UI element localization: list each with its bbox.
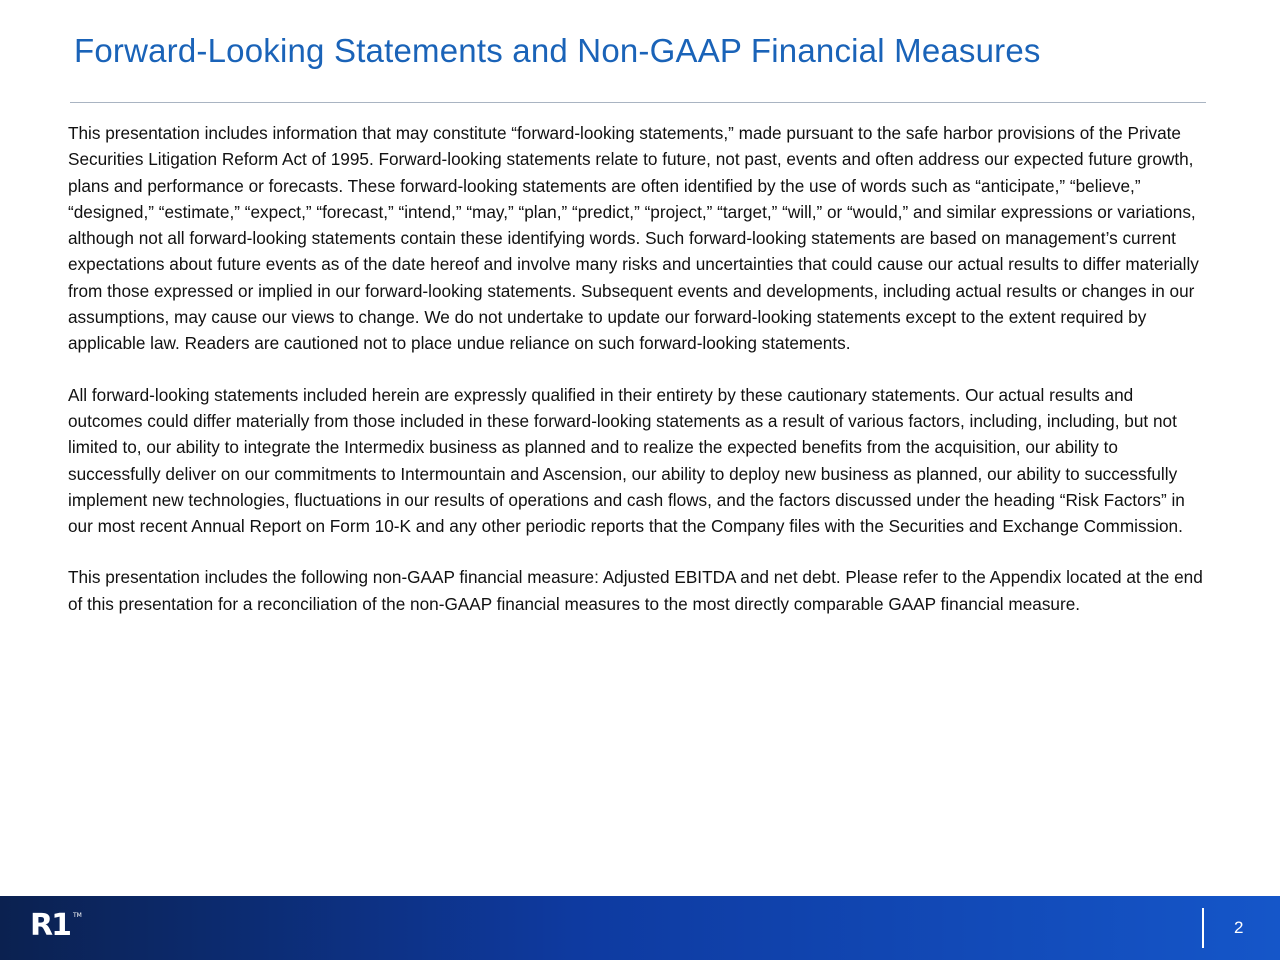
r1-logo [30, 908, 82, 943]
paragraph-cautionary: All forward-looking statements included herein are expressly qualified in their entirety by these cautionary statements. Our actual results and outcomes could differ materially from those included in these forward-looking statements as a result of various factors, including, including, but not limited to, our ability to integrate the Intermedix business as planned and to realize the expected benefits from the acquisition, our ability to successfully deliver on our commitments to Intermountain and Ascension, our ability to deploy new business as planned, our ability to successfully implement new technologies, fluctuations in our results of operations and cash flows, and the factors discussed under the heading “Risk Factors” in our most recent Annual Report on Form 10-K and any other periodic reports that the Company files with the Securities and Exchange Commission. [68, 384, 1185, 537]
footer-divider [1202, 908, 1204, 948]
page-title: Forward-Looking Statements and Non-GAAP Financial Measures [74, 32, 1041, 69]
footer-bar [0, 896, 1280, 960]
page-number: 2 [1234, 918, 1244, 937]
logo-trademark: TM [72, 912, 82, 919]
paragraph-non-gaap: This presentation includes the following non-GAAP financial measure: Adjusted EBITDA and net debt. Please refer to the Appendix located at the end of this presentation for a reconciliation of the non-GAAP financial measures to the most directly comparable GAAP financial measure. [68, 567, 1203, 614]
title-divider [70, 102, 1206, 103]
slide-body [68, 120, 1203, 642]
logo-text: R1 [30, 908, 70, 943]
paragraph-forward-looking: This presentation includes information that may constitute “forward-looking statements,” made pursuant to the safe harbor provisions of the Private Securities Litigation Reform Act of 1995. Forward-looking statements relate to future, not past, events and often address our expected future growth, plans and performance or forecasts. These forward-looking statements are often identified by the use of words such as “anticipate,” “believe,” “designed,” “estimate,” “expect,” “forecast,” “intend,” “may,” “plan,” “predict,” “project,” “target,” “will,” or “would,” and similar expressions or variations, although not all forward-looking statements contain these identifying words. Such forward-looking statements are based on management’s current expectations about future events as of the date hereof and involve many risks and uncertainties that could cause our actual results to differ materially from those expressed or implied in our forward-looking statements. Subsequent events and developments, including actual results or changes in our assumptions, may cause our views to change. We do not undertake to update our forward-looking statements except to the extent required by applicable law. Readers are cautioned not to place undue reliance on such forward-looking statements. [68, 123, 1199, 354]
